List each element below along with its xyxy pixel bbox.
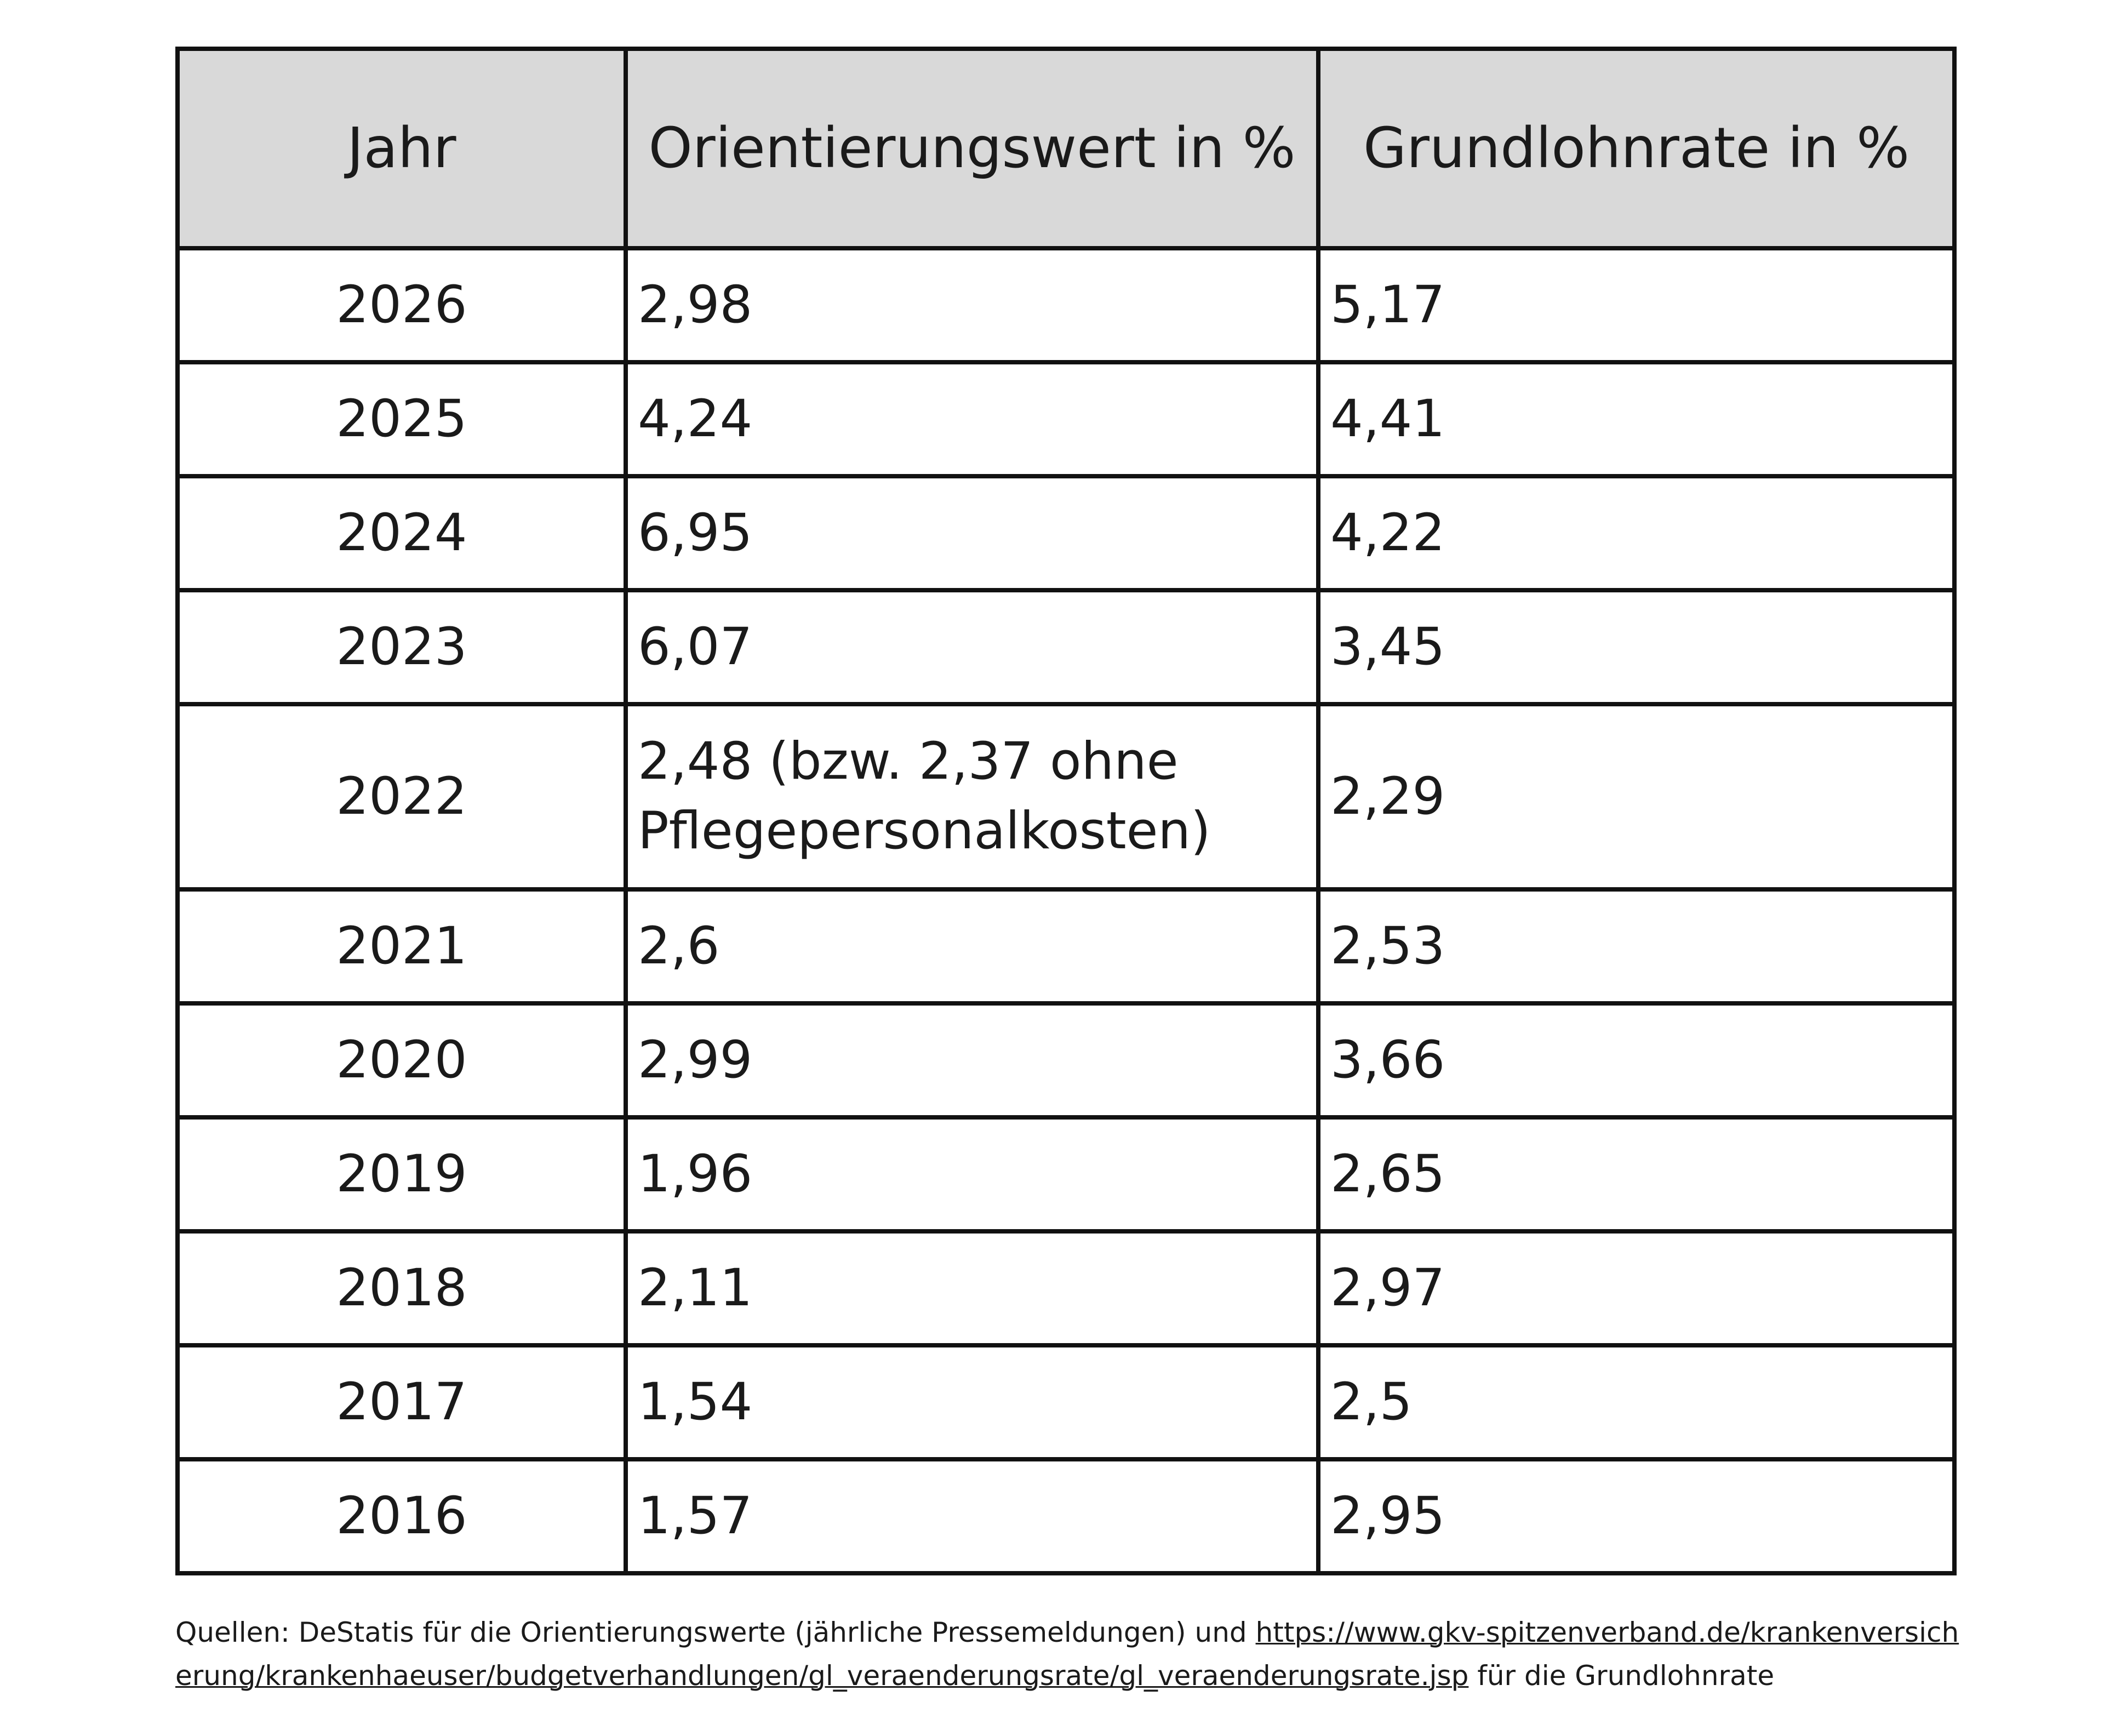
table-row [178, 1117, 1954, 1231]
source-link[interactable]: https://www.gkv-spitzenverband.de/krankenversicherung/krankenhaeuser/budgetverhandlungen/gl_veraenderungsrate/gl_veraenderungsrate.jsp [175, 1617, 1959, 1692]
grundlohnrate-cell: 3,45 [1318, 590, 1954, 704]
header-jahr: Jahr [178, 49, 626, 248]
orientierungswert-cell: 2,99 [626, 1003, 1318, 1117]
grundlohnrate-cell: 5,17 [1318, 248, 1954, 362]
orientierungswert-cell: 4,24 [626, 362, 1318, 476]
table-row [178, 248, 1954, 362]
data-table [175, 47, 1957, 1575]
table-row [178, 1003, 1954, 1117]
grundlohnrate-cell: 2,65 [1318, 1117, 1954, 1231]
table-row [178, 590, 1954, 704]
table-row [178, 1345, 1954, 1459]
year-cell: 2021 [178, 889, 626, 1003]
grundlohnrate-cell: 4,22 [1318, 476, 1954, 590]
header-orientierungswert: Orientierungswert in % [626, 49, 1318, 248]
orientierungswert-cell: 2,48 (bzw. 2,37 ohne Pflegepersonalkosten) [626, 704, 1318, 889]
orientierungswert-cell: 1,54 [626, 1345, 1318, 1459]
year-cell: 2025 [178, 362, 626, 476]
grundlohnrate-cell: 2,5 [1318, 1345, 1954, 1459]
orientierungswert-cell: 2,11 [626, 1231, 1318, 1345]
table-row [178, 476, 1954, 590]
year-cell: 2022 [178, 704, 626, 889]
orientierungswert-cell: 6,95 [626, 476, 1318, 590]
year-cell: 2020 [178, 1003, 626, 1117]
grundlohnrate-cell: 2,95 [1318, 1459, 1954, 1573]
header-row [178, 49, 1954, 248]
table-row [178, 704, 1954, 889]
year-cell: 2024 [178, 476, 626, 590]
year-cell: 2026 [178, 248, 626, 362]
orientierungswert-cell: 6,07 [626, 590, 1318, 704]
year-cell: 2017 [178, 1345, 626, 1459]
orientierungswert-cell: 1,96 [626, 1117, 1318, 1231]
grundlohnrate-cell: 4,41 [1318, 362, 1954, 476]
header-grundlohnrate: Grundlohnrate in % [1318, 49, 1954, 248]
year-cell: 2016 [178, 1459, 626, 1573]
grundlohnrate-cell: 2,53 [1318, 889, 1954, 1003]
table-row [178, 1459, 1954, 1573]
source-prefix: Quellen: DeStatis für die Orientierungswerte (jährliche Pressemeldungen) und [175, 1617, 1256, 1648]
orientierungswert-cell: 2,6 [626, 889, 1318, 1003]
source-note [175, 1611, 1962, 1698]
table-row [178, 362, 1954, 476]
grundlohnrate-cell: 3,66 [1318, 1003, 1954, 1117]
grundlohnrate-cell: 2,97 [1318, 1231, 1954, 1345]
year-cell: 2019 [178, 1117, 626, 1231]
source-suffix: für die Grundlohnrate [1468, 1660, 1775, 1692]
table-row [178, 1231, 1954, 1345]
orientierungswert-cell: 1,57 [626, 1459, 1318, 1573]
year-cell: 2023 [178, 590, 626, 704]
grundlohnrate-cell: 2,29 [1318, 704, 1954, 889]
year-cell: 2018 [178, 1231, 626, 1345]
table-row [178, 889, 1954, 1003]
orientierungswert-cell: 2,98 [626, 248, 1318, 362]
